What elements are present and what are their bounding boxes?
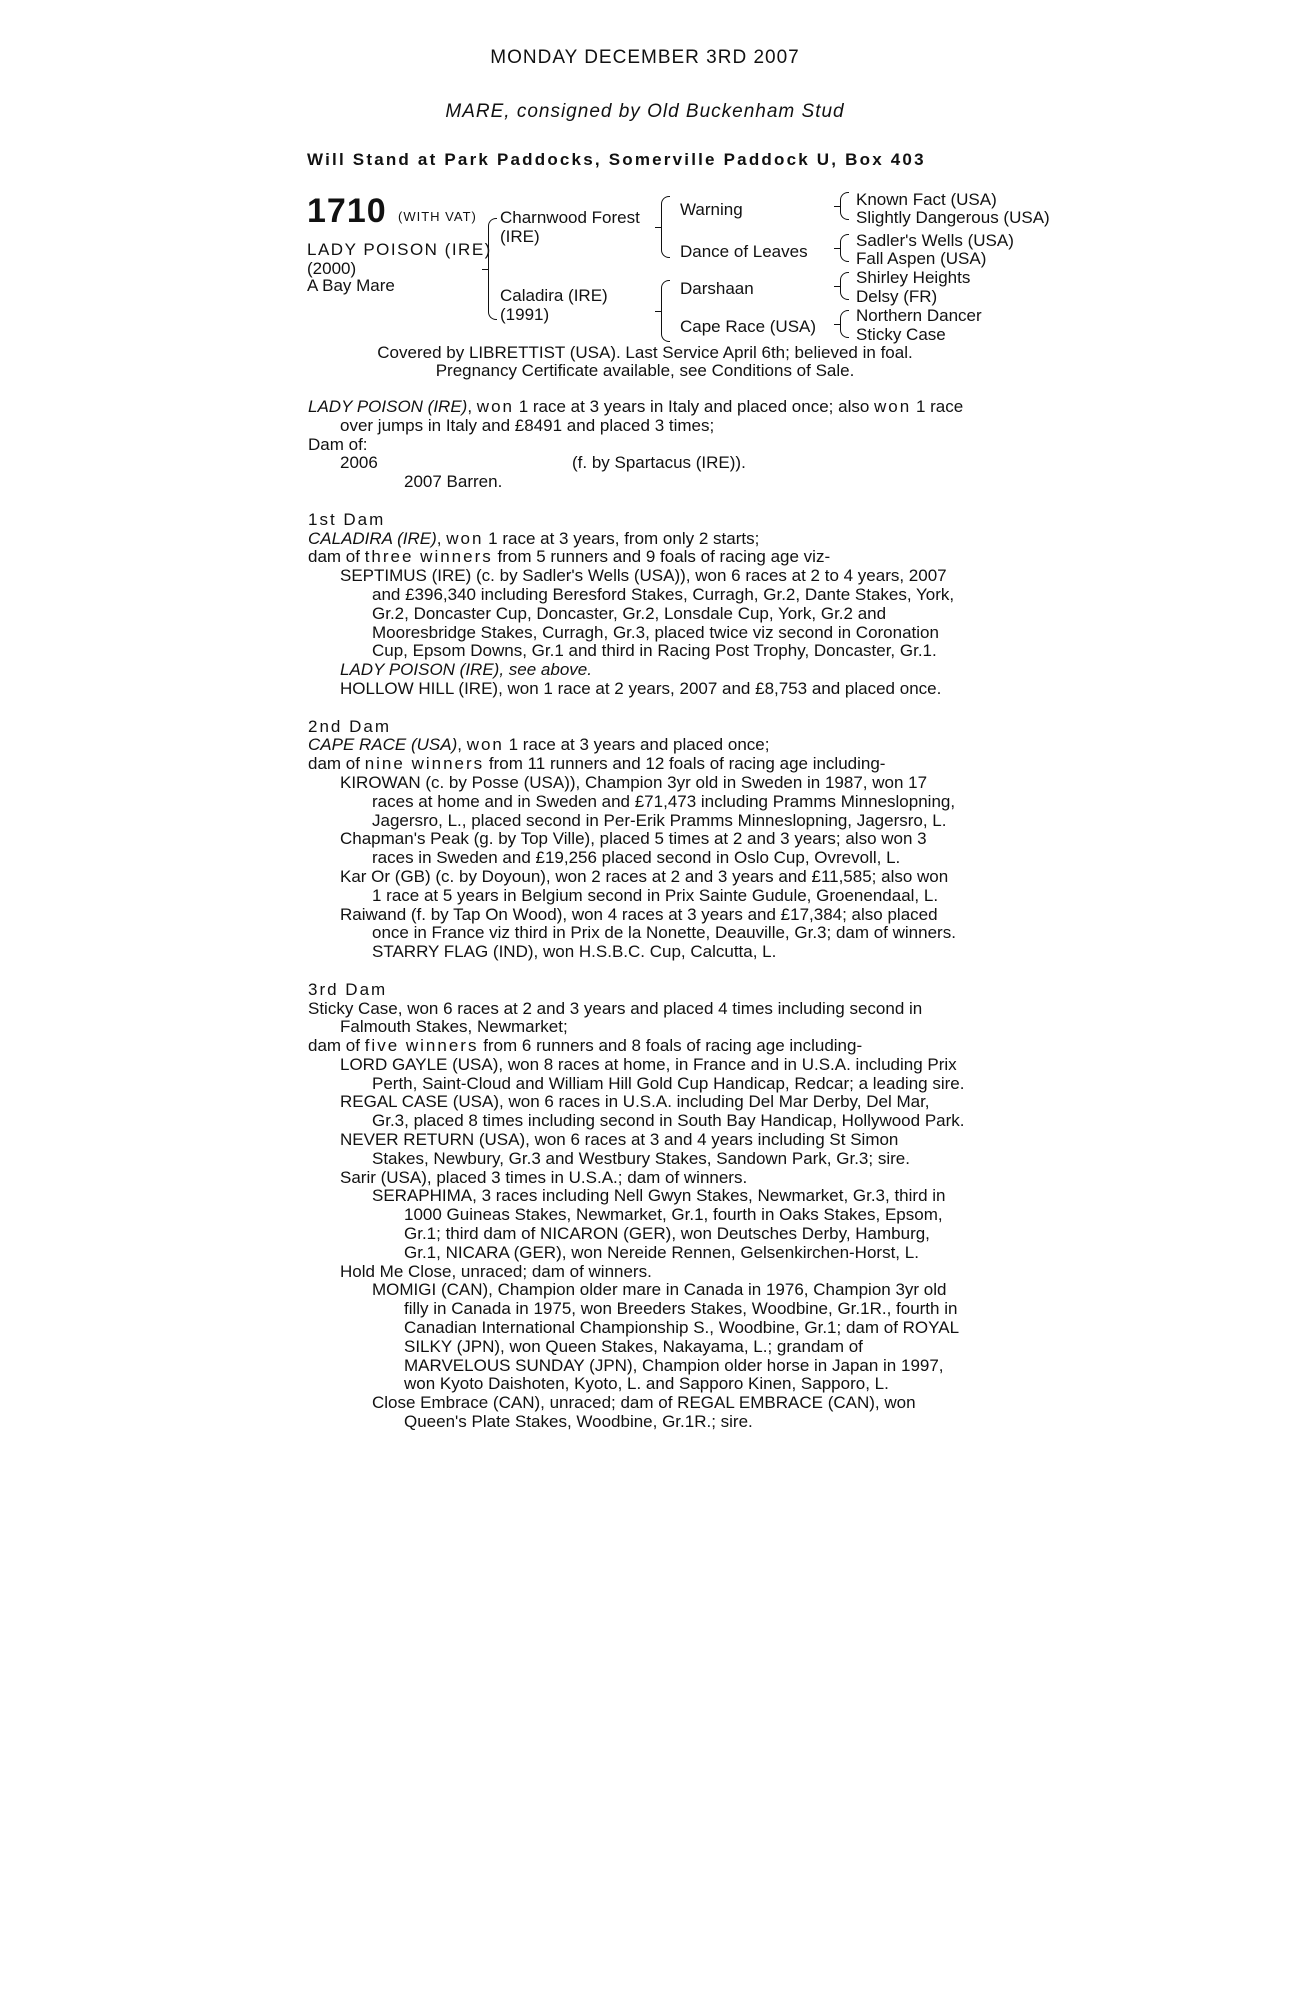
first-dam-heading: 1st Dam — [308, 509, 386, 529]
sire-sire: Warning — [680, 200, 743, 219]
second-dam-entry: Chapman's Peak (g. by Top Ville), placed 5 times at 2 and 3 years; also won 3 — [340, 829, 927, 849]
third-dam-entry: Canadian International Championship S., Woodbine, Gr.1; dam of ROYAL — [404, 1318, 960, 1338]
third-dam-entry: MARVELOUS SUNDAY (JPN), Champion older horse in Japan in 1997, — [404, 1355, 944, 1375]
first-dam-entry: Cup, Epsom Downs, Gr.1 and third in Racing Post Trophy, Doncaster, Gr.1. — [372, 641, 937, 661]
second-dam-heading: 2nd Dam — [308, 716, 391, 736]
ped-dsd: Delsy (FR) — [856, 287, 938, 306]
first-dam-entry: and £396,340 including Beresford Stakes, Curragh, Gr.2, Dante Stakes, York, — [372, 584, 955, 604]
third-dam-entry: Gr.1, NICARA (GER), won Nereide Rennen, Gelsenkirchen-Horst, L. — [404, 1242, 919, 1262]
ped-ssd: Slightly Dangerous (USA) — [856, 208, 1050, 227]
third-dam-entry: REGAL CASE (USA), won 6 races in U.S.A. including Del Mar Derby, Del Mar, — [340, 1092, 930, 1112]
second-dam-summary: dam of nine winners from 11 runners and 12 foals of racing age including- — [308, 754, 886, 774]
ped-sdd: Fall Aspen (USA) — [856, 249, 987, 268]
third-dam-entry: won Kyoto Daishoten, Kyoto, L. and Sapporo Kinen, Sapporo, L. — [404, 1374, 889, 1394]
third-dam-line-2: Falmouth Stakes, Newmarket; — [340, 1017, 568, 1037]
catalogue-body — [308, 398, 988, 1432]
consignor-line: MARE, consigned by Old Buckenham Stud — [445, 101, 845, 122]
ped-ddd: Sticky Case — [856, 325, 946, 344]
third-dam-line-1: Sticky Case, won 6 races at 2 and 3 years and placed 4 times including second in — [308, 998, 923, 1018]
ped-dss: Shirley Heights — [856, 268, 971, 287]
third-dam-entry: Stakes, Newbury, Gr.3 and Westbury Stakes, Sandown Park, Gr.3; sire. — [372, 1148, 910, 1168]
third-dam-entry: SILKY (JPN), won Queen Stakes, Nakayama, L.; grandam of — [404, 1336, 863, 1356]
dam-name: Caladira (IRE) — [500, 286, 608, 305]
sire-dam: Dance of Leaves — [680, 242, 808, 261]
first-dam-entry: Gr.2, Doncaster Cup, Doncaster, Gr.2, Lonsdale Cup, York, Gr.2 and — [372, 603, 887, 623]
third-dam-entry: Sarir (USA), placed 3 times in U.S.A.; dam of winners. — [340, 1167, 748, 1187]
pedigree-table — [0, 0, 1290, 400]
third-dam-summary: dam of five winners from 6 runners and 8 foals of racing age including- — [308, 1036, 863, 1056]
third-dam-entry: Close Embrace (CAN), unraced; dam of REGAL EMBRACE (CAN), won — [372, 1393, 916, 1413]
sire-country: (IRE) — [500, 227, 540, 246]
sale-date: MONDAY DECEMBER 3RD 2007 — [490, 47, 800, 68]
second-dam-entry: races at home and in Sweden and £71,473 including Pramms Minneslopning, — [372, 791, 956, 811]
second-dam-entry: once in France viz third in Prix de la Nonette, Deauville, Gr.3; dam of winners. — [372, 923, 956, 943]
ped-sds: Sadler's Wells (USA) — [856, 231, 1014, 250]
second-dam-entry: 1 race at 5 years in Belgium second in Prix Sainte Gudule, Groenendaal, L. — [372, 885, 939, 905]
second-dam-entry: KIROWAN (c. by Posse (USA)), Champion 3yr old in Sweden in 1987, won 17 — [340, 772, 928, 792]
third-dam-entry: Hold Me Close, unraced; dam of winners. — [340, 1261, 652, 1281]
dam-dam: Cape Race (USA) — [680, 317, 817, 336]
horse-name: LADY POISON (IRE) — [307, 240, 492, 259]
first-dam-name-line: CALADIRA (IRE), won 1 race at 3 years, from only 2 starts; — [308, 528, 760, 548]
third-dam-entry: Gr.1; third dam of NICARON (GER), won Deutsches Derby, Hamburg, — [404, 1224, 930, 1244]
lot-number: 1710 — [307, 192, 387, 230]
produce-line-1: LADY POISON (IRE), won 1 race at 3 years in Italy and placed once; also won 1 race — [308, 397, 964, 416]
third-dam-entry: SERAPHIMA, 3 races including Nell Gwyn Stakes, Newmarket, Gr.3, third in — [372, 1186, 946, 1206]
first-dam-entry: SEPTIMUS (IRE) (c. by Sadler's Wells (USA)), won 6 races at 2 to 4 years, 2007 — [340, 566, 947, 586]
second-dam-entry: Jagersro, L., placed second in Per-Erik Pramms Minneslopning, Jagersro, L. — [372, 810, 947, 830]
second-dam-name-line: CAPE RACE (USA), won 1 race at 3 years and placed once; — [308, 735, 770, 755]
third-dam-entry: Gr.3, placed 8 times including second in South Bay Handicap, Hollywood Park. — [372, 1111, 965, 1131]
second-dam-entry: STARRY FLAG (IND), won H.S.B.C. Cup, Calcutta, L. — [372, 942, 777, 962]
dam-of-label: Dam of: — [308, 434, 368, 454]
vat-note: (WITH VAT) — [398, 209, 477, 224]
dam-sire: Darshaan — [680, 279, 754, 298]
stand-location: Will Stand at Park Paddocks, Somerville Paddock U, Box 403 — [307, 150, 926, 169]
third-dam-entry: 1000 Guineas Stakes, Newmarket, Gr.1, fourth in Oaks Stakes, Epsom, — [404, 1205, 943, 1225]
produce-name: LADY POISON (IRE) — [308, 397, 468, 416]
first-dam-summary: dam of three winners from 5 runners and 9 foals of racing age viz- — [308, 547, 831, 567]
second-dam-entry: Raiwand (f. by Tap On Wood), won 4 races at 3 years and £17,384; also placed — [340, 904, 938, 924]
ped-dds: Northern Dancer — [856, 306, 982, 325]
horse-description: A Bay Mare — [307, 276, 395, 295]
first-dam-entry: LADY POISON (IRE), see above. — [340, 660, 592, 680]
third-dam-entry: LORD GAYLE (USA), won 8 races at home, in France and in U.S.A. including Prix — [340, 1054, 957, 1074]
first-dam-entry: HOLLOW HILL (IRE), won 1 race at 2 years, 2007 and £8,753 and placed once. — [340, 678, 942, 698]
produce-2007: 2007 Barren. — [404, 472, 503, 492]
ped-sss: Known Fact (USA) — [856, 190, 997, 209]
dam-year: (1991) — [500, 305, 550, 324]
third-dam-entry: filly in Canada in 1975, won Breeders Stakes, Woodbine, Gr.1R., fourth in — [404, 1299, 958, 1319]
third-dam-entry: MOMIGI (CAN), Champion older mare in Canada in 1976, Champion 3yr old — [372, 1280, 947, 1300]
horse-year: (2000) — [307, 259, 357, 278]
second-dam-entry: races in Sweden and £19,256 placed second in Oslo Cup, Ovrevoll, L. — [372, 848, 901, 868]
third-dam-heading: 3rd Dam — [308, 979, 388, 999]
second-dam-entry: Kar Or (GB) (c. by Doyoun), won 2 races at 2 and 3 years and £11,585; also won — [340, 866, 949, 886]
covered-line: Covered by LIBRETTIST (USA). Last Service April 6th; believed in foal. — [377, 343, 913, 362]
third-dam-entry: Perth, Saint-Cloud and William Hill Gold Cup Handicap, Redcar; a leading sire. — [372, 1073, 965, 1093]
third-dam-entry: Queen's Plate Stakes, Woodbine, Gr.1R.; sire. — [404, 1412, 753, 1432]
produce-line-2: over jumps in Italy and £8491 and placed 3 times; — [340, 415, 715, 435]
sire-name: Charnwood Forest — [500, 208, 640, 227]
produce-2006: 2006 (f. by Spartacus (IRE)). — [340, 453, 746, 473]
third-dam-entry: NEVER RETURN (USA), won 6 races at 3 and 4 years including St Simon — [340, 1130, 899, 1150]
pregnancy-certificate: Pregnancy Certificate available, see Conditions of Sale. — [435, 361, 855, 380]
first-dam-entry: Mooresbridge Stakes, Curragh, Gr.3, placed twice viz second in Coronation — [372, 622, 939, 642]
